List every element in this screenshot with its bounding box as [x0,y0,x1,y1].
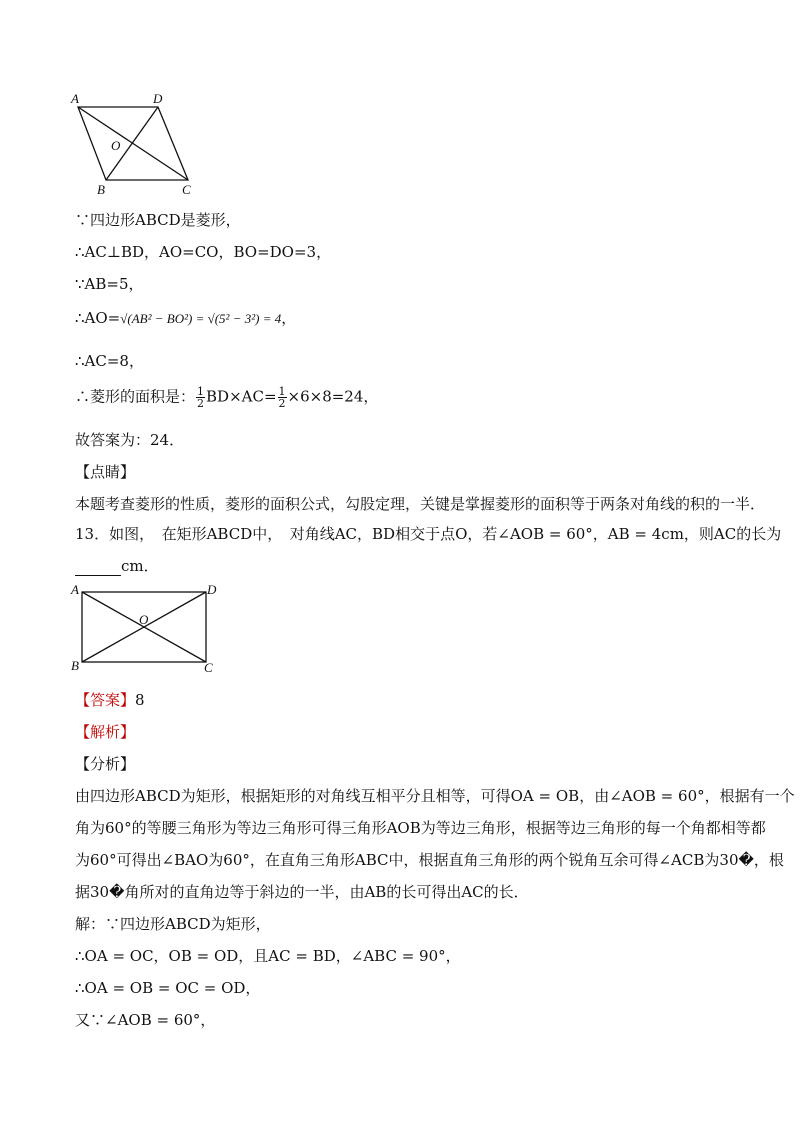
analysis-line-3: 为60°可得出∠BAO为60°，在直角三角形ABC中，根据直角三角形的两个锐角互余可得∠ACB为30�，根 [75,851,784,869]
line-6-mid: BD×AC= [206,387,277,406]
sqrt-expression: √(AB² − BO²) = √(5² − 3²) = 4 [120,311,282,326]
line-4-prefix: ∴AO= [75,309,121,327]
fenxi-header: 【分析】 [75,755,136,773]
question-13-unit: cm． [121,557,159,575]
rect-label-b: B [71,658,79,673]
line-6-end: ×6×8=24， [287,387,379,406]
analysis-line-1: 由四边形ABCD为矩形，根据矩形的对角线互相平分且相等，可得OA = OB，由∠AOB = 60°，根据有一个 [75,787,795,805]
solution-line-2: ∴OA = OC，OB = OD，且AC = BD，∠ABC = 90°， [75,947,461,965]
analysis-line-2: 角为60°的等腰三角形为等边三角形可得三角形AOB为等边三角形，根据等边三角形的每一个角都相等都 [75,819,766,837]
fraction-half-1: $\frac{1}{2}$ [197,385,205,410]
rhombus-label-c: C [182,182,191,197]
line-1: ∵四边形ABCD是菱形， [75,211,241,229]
solution-line-1: 解：∵四边形ABCD为矩形， [75,915,271,933]
rhombus-label-a: A [71,92,79,106]
line-7: 故答案为：24． [75,431,185,449]
line-6 [75,386,378,409]
question-13-blank [75,556,159,576]
line-4 [75,308,296,329]
line-6-prefix: ∴菱形的面积是： [75,387,196,406]
line-3: ∵AB=5， [75,275,144,293]
fraction-half-2: $\frac{1}{2}$ [278,385,286,410]
analysis-line-4: 据30�角所对的直角边等于斜边的一半，由AB的长可得出AC的长． [75,883,529,901]
answer-label: 【答案】 [75,691,136,709]
rhombus-label-o: O [111,138,121,153]
rectangle-figure [70,582,230,678]
question-13: 13．如图， 在矩形ABCD中， 对角线AC，BD相交于点O，若∠AOB = 60°，AB = 4cm，则AC的长为 [75,525,782,543]
answer-value: 8 [135,691,145,709]
dianjing-body: 本题考查菱形的性质，菱形的面积公式，勾股定理，关键是掌握菱形的面积等于两条对角线的积的一半． [75,495,766,513]
line-4-suffix: ， [281,309,297,327]
rect-label-d: D [207,582,217,597]
rhombus-label-d: D [153,92,163,106]
solution-line-3: ∴OA = OB = OC = OD， [75,979,261,997]
rect-label-c: C [204,660,213,675]
dianjing-header: 【点睛】 [75,463,136,481]
rect-label-a: A [71,582,79,597]
line-5: ∴AC=8， [75,352,144,370]
rect-label-o: O [139,612,149,627]
line-2: ∴AC⊥BD，AO=CO，BO=DO=3， [75,243,332,261]
rhombus-label-b: B [97,182,105,197]
jiexi-header: 【解析】 [75,723,136,741]
answer-line [75,690,145,710]
answer-blank [75,561,121,576]
solution-line-4: 又∵∠AOB = 60°， [75,1011,216,1029]
rhombus-figure [70,92,200,200]
